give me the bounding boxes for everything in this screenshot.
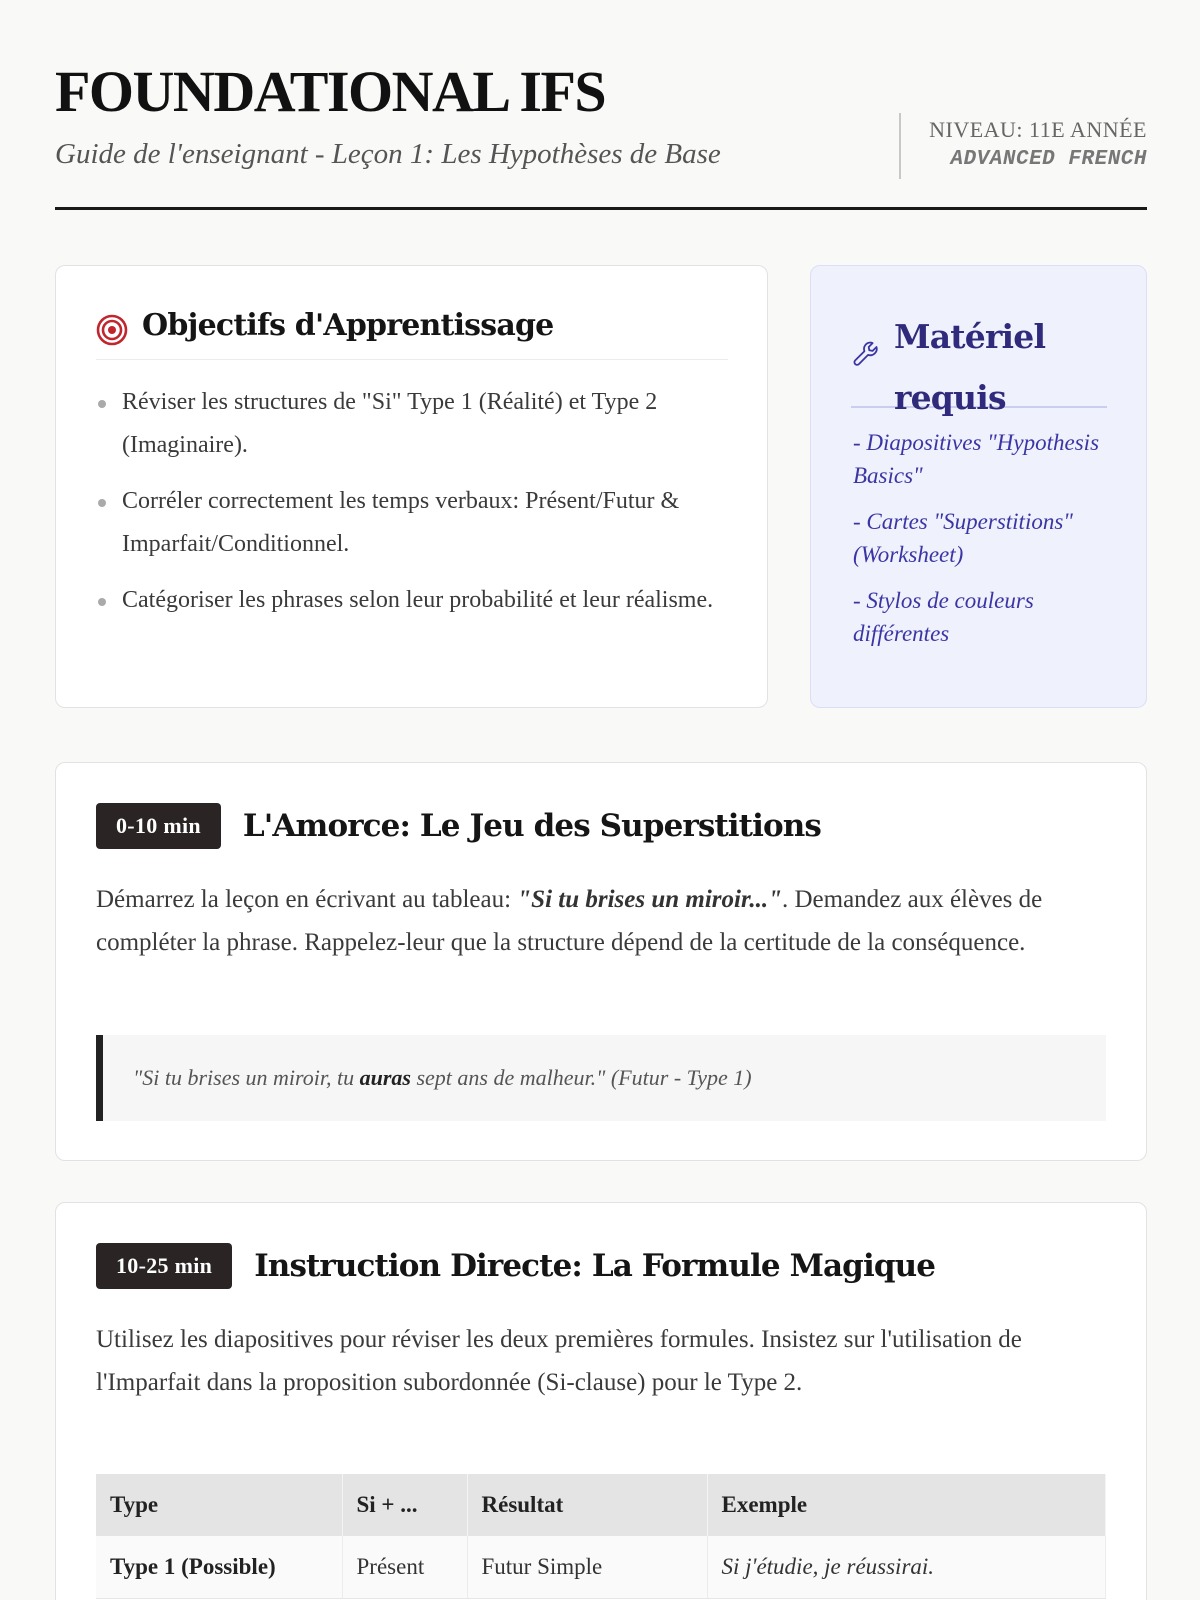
objectives-title: Objectifs d'Apprentissage — [142, 308, 554, 343]
section-header — [96, 803, 821, 849]
column-header: Si + ... — [342, 1474, 467, 1536]
table-row — [96, 1536, 1106, 1598]
quote-text: "Si tu brises un miroir, tu — [133, 1065, 360, 1090]
wrench-icon — [851, 339, 881, 369]
body-text: . Demandez aux élèves de compléter la phrase. Rappelez-leur que la structure dépend de la certitude de la conséquence. — [96, 886, 1043, 956]
materials-title-line-1: Matériel — [894, 317, 1046, 356]
table-cell: Si j'étudie, je réussirai. — [707, 1536, 1106, 1598]
list-item: - Stylos de couleurs différentes — [853, 588, 1034, 646]
list-item: Corréler correctement les temps verbaux: Présent/Futur & Imparfait/Conditionnel. — [96, 480, 716, 566]
materials-list — [853, 426, 1113, 663]
section-body: Utilisez les diapositives pour réviser les deux premières formules. Insistez sur l'utilisation de l'Imparfait dans la proposition subordonnée (Si-clause) pour le Type 2. — [96, 1326, 1022, 1396]
body-text: Démarrez la leçon en écrivant au tableau: — [96, 886, 518, 913]
objectives-list — [96, 381, 716, 635]
section-title: L'Amorce: Le Jeu des Superstitions — [242, 808, 821, 844]
section-instruction — [55, 1202, 1147, 1600]
section-body — [96, 878, 1106, 964]
list-item: - Diapositives "Hypothesis Basics" — [853, 430, 1100, 488]
time-badge: 10-25 min — [96, 1243, 232, 1289]
section-header — [96, 1243, 935, 1289]
section-warmup — [55, 762, 1147, 1161]
time-badge: 0-10 min — [96, 803, 221, 849]
column-header: Résultat — [467, 1474, 707, 1536]
level-meta — [899, 113, 1147, 179]
list-item: - Cartes "Superstitions" (Worksheet) — [853, 509, 1073, 567]
column-header: Exemple — [707, 1474, 1106, 1536]
list-item: Réviser les structures de "Si" Type 1 (Réalité) et Type 2 (Imaginaire). — [96, 381, 716, 467]
objectives-header — [96, 306, 728, 360]
table-cell: Présent — [342, 1536, 467, 1598]
list-item: Catégoriser les phrases selon leur probabilité et leur réalisme. — [96, 579, 716, 622]
column-header: Type — [96, 1474, 342, 1536]
page-header — [55, 58, 1147, 210]
body-emphasis: "Si tu brises un miroir..." — [517, 886, 782, 913]
objectives-card — [55, 265, 768, 708]
table-cell: Futur Simple — [467, 1536, 707, 1598]
example-quote — [96, 1035, 1106, 1121]
page-subtitle: Guide de l'enseignant - Leçon 1: Les Hypothèses de Base — [55, 138, 721, 170]
formula-table — [96, 1474, 1106, 1599]
materials-card — [810, 265, 1147, 708]
quote-text: sept ans de malheur." (Futur - Type 1) — [410, 1065, 752, 1090]
table-header-row — [96, 1474, 1106, 1536]
level-label: NIVEAU: 11E ANNÉE — [929, 117, 1147, 142]
course-label: ADVANCED FRENCH — [950, 148, 1147, 171]
materials-header — [851, 306, 1107, 417]
target-icon — [96, 314, 128, 346]
materials-title-line-2: requis — [894, 378, 1006, 417]
section-title: Instruction Directe: La Formule Magique — [254, 1248, 936, 1284]
table-cell: Type 1 (Possible) — [96, 1536, 342, 1598]
quote-bold: auras — [359, 1065, 411, 1090]
materials-title — [894, 306, 1045, 428]
page-title: FOUNDATIONAL IFS — [55, 59, 606, 124]
